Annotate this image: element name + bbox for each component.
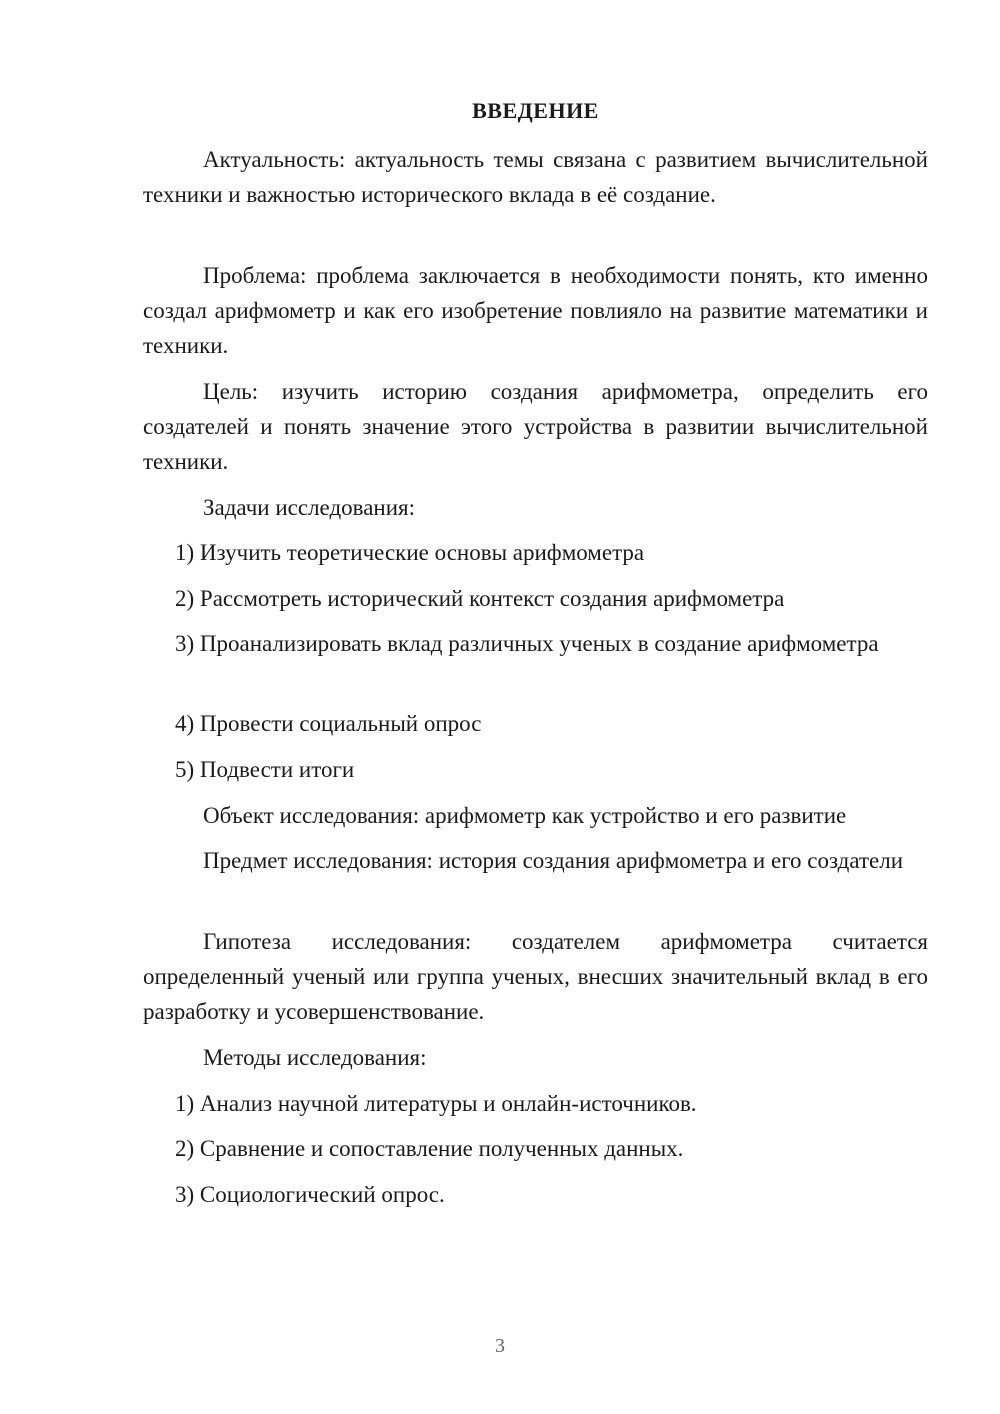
list-item-task-4: 4) Провести социальный опрос: [175, 711, 482, 736]
page-number: 3: [495, 1335, 505, 1357]
list-item-task-1: 1) Изучить теоретические основы арифмометра: [175, 540, 645, 565]
paragraph-subject: Предмет исследования: история создания арифмометра и его создатели: [203, 848, 904, 873]
page-title: ВВЕДЕНИЕ: [472, 98, 599, 123]
paragraph-methods-heading: Методы исследования:: [203, 1045, 427, 1070]
list-item-method-3: 3) Социологический опрос.: [175, 1182, 445, 1207]
list-item-task-3: 3) Проанализировать вклад различных ученых в создание арифмометра: [175, 631, 879, 656]
paragraph-problem: Проблема: проблема заключается в необходимости понять, кто именно создал арифмометр и как его изобретение повлияло на развитие математики и техники.: [143, 263, 928, 358]
list-item-task-2: 2) Рассмотреть исторический контекст создания арифмометра: [175, 586, 785, 611]
paragraph-hypothesis: Гипотеза исследования: создателем арифмометра считается определенный ученый или группа ученых, внесших значительный вклад в его разработку и усовершенствование.: [143, 929, 928, 1024]
list-item-task-5: 5) Подвести итоги: [175, 757, 355, 782]
list-item-method-2: 2) Сравнение и сопоставление полученных данных.: [175, 1136, 684, 1161]
paragraph-object: Объект исследования: арифмометр как устройство и его развитие: [203, 803, 847, 828]
list-item-method-1: 1) Анализ научной литературы и онлайн-источников.: [175, 1091, 697, 1116]
paragraph-goal: Цель: изучить историю создания арифмометра, определить его создателей и понять значение этого устройства в развитии вычислительной техники.: [143, 379, 928, 474]
paragraph-relevance: Актуальность: актуальность темы связана с развитием вычислительной техники и важностью исторического вклада в её создание.: [143, 147, 928, 207]
paragraph-tasks-heading: Задачи исследования:: [203, 495, 416, 520]
